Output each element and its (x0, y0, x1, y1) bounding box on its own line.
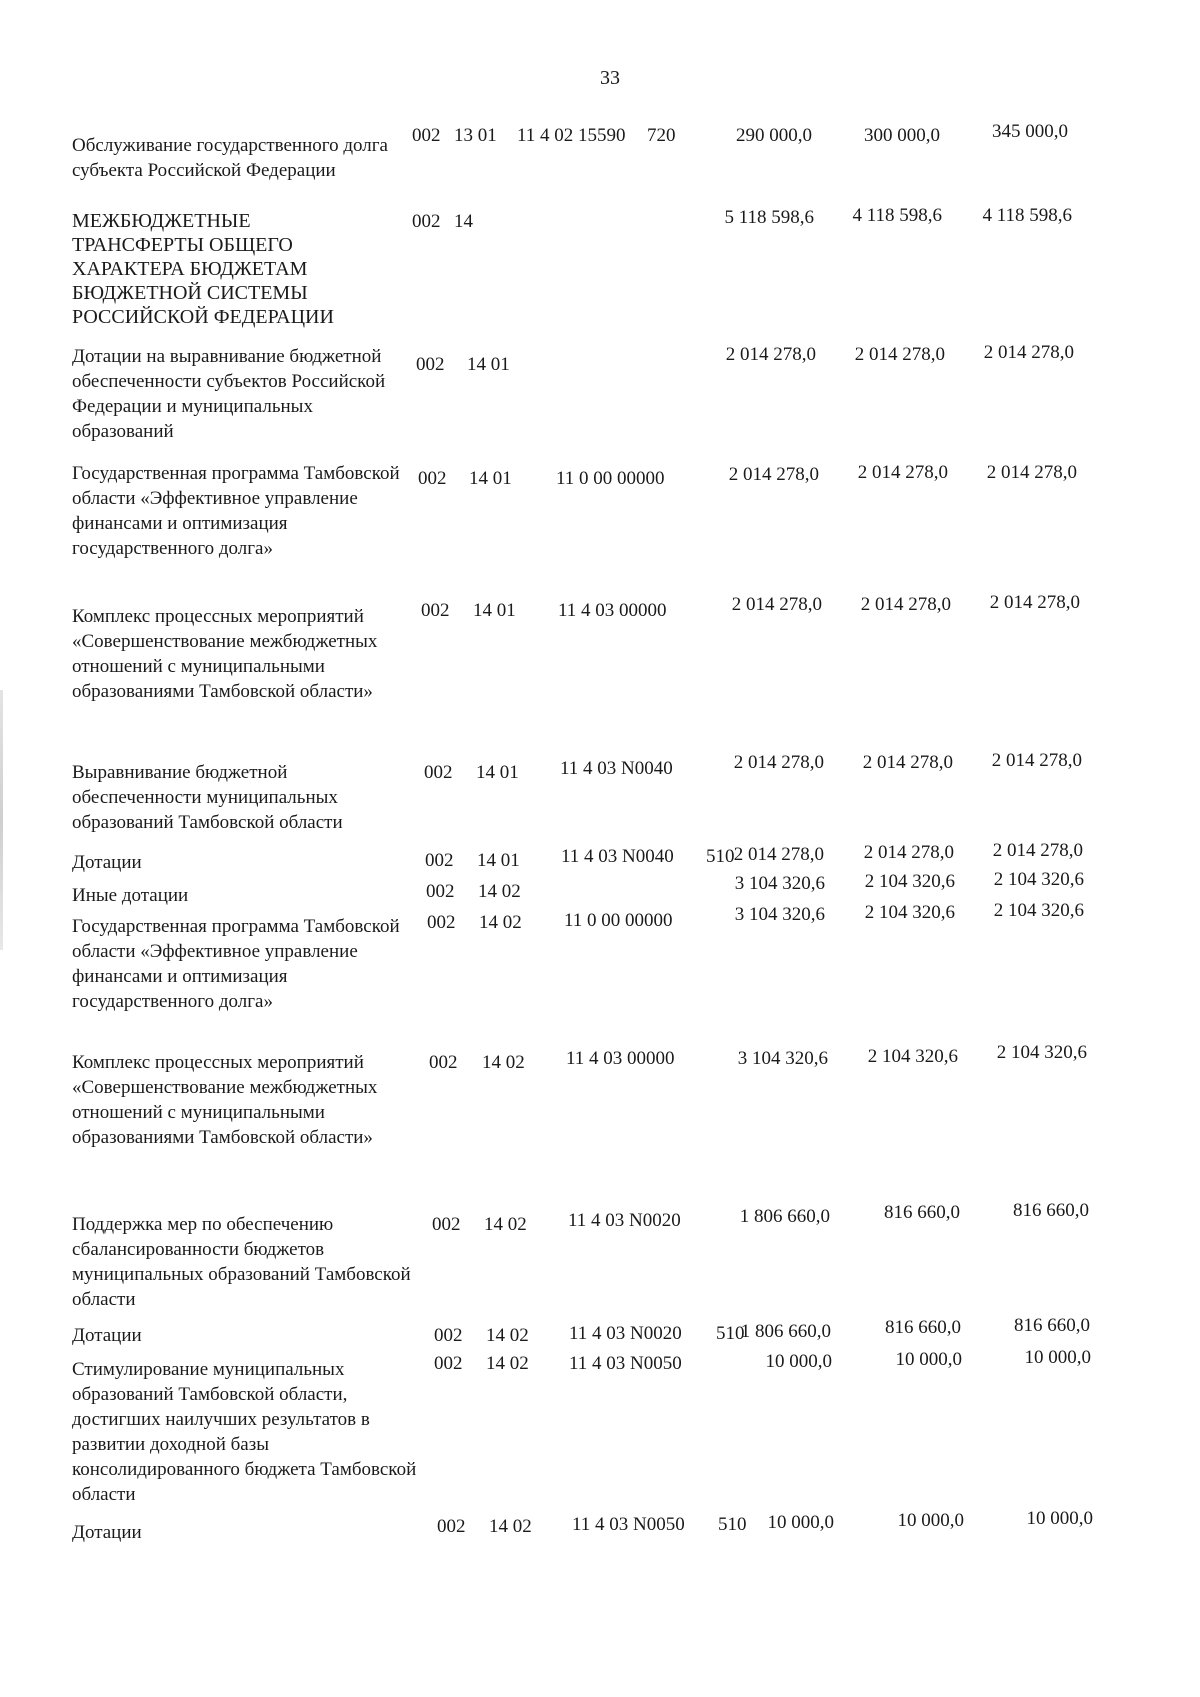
row-name: Комплекс процессных мероприятий «Совершенствование межбюджетных отношений с муниципальными образованиями Тамбовской области» (72, 1052, 378, 1148)
row-code: 002 (432, 1214, 461, 1235)
row-sum-2: 2 014 278,0 (854, 344, 945, 365)
row-sum-2: 10 000,0 (897, 1510, 964, 1531)
row-code: 002 (426, 881, 455, 902)
row-name: Дотации (72, 1522, 142, 1543)
row-name: Государственная программа Тамбовской области «Эффективное управление финансами и оптимизация государственного долга» (72, 916, 400, 1012)
row-sum-2: 2 014 278,0 (862, 752, 953, 773)
row-name: Выравнивание бюджетной обеспеченности муниципальных образований Тамбовской области (72, 762, 343, 833)
row-sum-3: 2 014 278,0 (991, 750, 1082, 771)
row-name: Государственная программа Тамбовской области «Эффективное управление финансами и оптимизация государственного долга» (72, 463, 400, 559)
row-sum-1: 2 014 278,0 (733, 844, 824, 865)
row-target-article: 11 4 03 N0020 (568, 1210, 681, 1231)
row-sum-1: 5 118 598,6 (724, 207, 814, 228)
row-sum-2: 2 014 278,0 (860, 594, 951, 615)
row-name: МЕЖБЮДЖЕТНЫЕ ТРАНСФЕРТЫ ОБЩЕГО ХАРАКТЕРА БЮДЖЕТАМ БЮДЖЕТНОЙ СИСТЕМЫ РОССИЙСКОЙ ФЕДЕРАЦИИ (72, 210, 334, 328)
row-target-article: 11 4 03 00000 (558, 600, 667, 621)
row-section: 14 02 (479, 912, 522, 933)
scan-edge-shadow (0, 690, 3, 950)
row-code: 002 (429, 1052, 458, 1073)
row-name: Поддержка мер по обеспечению сбалансированности бюджетов муниципальных образований Тамбовской области (72, 1214, 411, 1310)
row-name: Обслуживание государственного долга субъекта Российской Федерации (72, 135, 388, 181)
row-sum-2: 2 104 320,6 (867, 1046, 958, 1067)
row-sum-2: 2 104 320,6 (864, 902, 955, 923)
row-name: Комплекс процессных мероприятий «Совершенствование межбюджетных отношений с муниципальными образованиями Тамбовской области» (72, 606, 378, 702)
row-expense-type: 510 (706, 846, 735, 867)
row-code: 002 (427, 912, 456, 933)
row-sum-3: 4 118 598,6 (982, 205, 1072, 226)
row-sum-2: 2 104 320,6 (864, 871, 955, 892)
row-sum-1: 10 000,0 (765, 1351, 832, 1372)
row-target-article: 11 4 03 N0050 (572, 1514, 685, 1535)
row-section: 13 01 (454, 125, 497, 146)
row-target-article: 11 0 00 00000 (556, 468, 665, 489)
row-name: Стимулирование муниципальных образований Тамбовской области, достигших наилучших результатов в развитии доходной базы консолидированного бюджета Тамбовской области (72, 1359, 417, 1505)
row-section: 14 02 (489, 1516, 532, 1537)
row-sum-1: 10 000,0 (767, 1512, 834, 1533)
row-sum-2: 2 014 278,0 (863, 842, 954, 863)
row-sum-3: 345 000,0 (992, 121, 1068, 142)
row-section: 14 01 (469, 468, 512, 489)
row-code: 002 (412, 211, 441, 232)
row-sum-3: 816 660,0 (1013, 1200, 1089, 1221)
row-code: 002 (412, 125, 441, 146)
row-sum-1: 3 104 320,6 (734, 873, 825, 894)
row-sum-1: 1 806 660,0 (739, 1206, 830, 1227)
row-section: 14 01 (476, 762, 519, 783)
row-sum-2: 2 014 278,0 (857, 462, 948, 483)
row-code: 002 (421, 600, 450, 621)
row-sum-2: 816 660,0 (885, 1317, 961, 1338)
row-section: 14 02 (484, 1214, 527, 1235)
row-target-article: 11 4 02 15590 (517, 125, 626, 146)
row-sum-1: 3 104 320,6 (734, 904, 825, 925)
row-code: 002 (416, 354, 445, 375)
row-section: 14 01 (467, 354, 510, 375)
row-name: Дотации на выравнивание бюджетной обеспеченности субъектов Российской Федерации и муниципальных образований (72, 346, 386, 442)
row-sum-1: 3 104 320,6 (737, 1048, 828, 1069)
row-expense-type: 510 (718, 1514, 747, 1535)
row-name: Дотации (72, 852, 142, 873)
row-expense-type: 720 (647, 125, 676, 146)
row-sum-1: 2 014 278,0 (733, 752, 824, 773)
row-sum-3: 10 000,0 (1026, 1508, 1093, 1529)
page-number: 33 (600, 67, 620, 89)
row-name: Иные дотации (72, 885, 189, 906)
row-code: 002 (418, 468, 447, 489)
row-sum-1: 2 014 278,0 (731, 594, 822, 615)
row-code: 002 (424, 762, 453, 783)
row-target-article: 11 0 00 00000 (564, 910, 673, 931)
row-section: 14 02 (486, 1353, 529, 1374)
row-expense-type: 510 (716, 1323, 745, 1344)
row-section: 14 02 (482, 1052, 525, 1073)
row-sum-3: 2 014 278,0 (983, 342, 1074, 363)
row-sum-3: 10 000,0 (1024, 1347, 1091, 1368)
row-code: 002 (434, 1353, 463, 1374)
row-sum-1: 290 000,0 (736, 125, 812, 146)
row-code: 002 (425, 850, 454, 871)
row-target-article: 11 4 03 00000 (566, 1048, 675, 1069)
row-code: 002 (437, 1516, 466, 1537)
row-sum-3: 2 014 278,0 (986, 462, 1077, 483)
row-sum-2: 4 118 598,6 (852, 205, 942, 226)
row-sum-2: 816 660,0 (884, 1202, 960, 1223)
row-name: Дотации (72, 1325, 142, 1346)
row-section: 14 01 (473, 600, 516, 621)
row-target-article: 11 4 03 N0040 (561, 846, 674, 867)
row-target-article: 11 4 03 N0020 (569, 1323, 682, 1344)
row-target-article: 11 4 03 N0050 (569, 1353, 682, 1374)
row-sum-3: 2 014 278,0 (992, 840, 1083, 861)
row-section: 14 (454, 211, 473, 232)
row-sum-1: 1 806 660,0 (740, 1321, 831, 1342)
row-section: 14 01 (477, 850, 520, 871)
row-sum-3: 2 104 320,6 (996, 1042, 1087, 1063)
row-section: 14 02 (478, 881, 521, 902)
row-sum-1: 2 014 278,0 (728, 464, 819, 485)
row-sum-1: 2 014 278,0 (725, 344, 816, 365)
row-sum-3: 2 104 320,6 (993, 869, 1084, 890)
row-code: 002 (434, 1325, 463, 1346)
row-section: 14 02 (486, 1325, 529, 1346)
row-sum-3: 2 014 278,0 (989, 592, 1080, 613)
row-target-article: 11 4 03 N0040 (560, 758, 673, 779)
row-sum-3: 2 104 320,6 (993, 900, 1084, 921)
row-sum-2: 300 000,0 (864, 125, 940, 146)
row-sum-3: 816 660,0 (1014, 1315, 1090, 1336)
row-sum-2: 10 000,0 (895, 1349, 962, 1370)
